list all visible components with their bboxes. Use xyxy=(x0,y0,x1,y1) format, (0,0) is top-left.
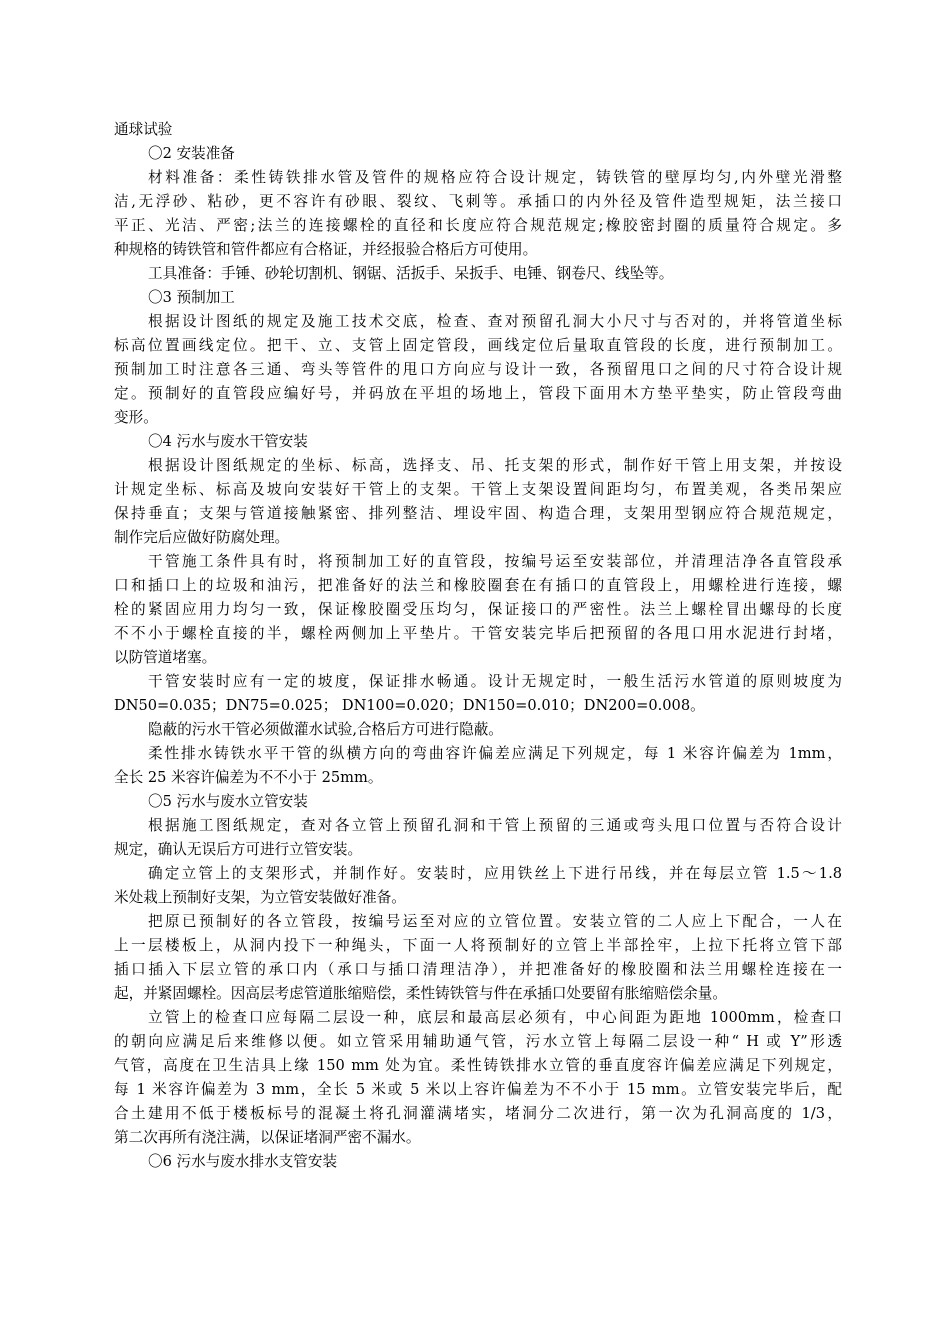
paragraph-line: 根据施工图纸规定，查对各立管上预留孔洞和干管上预留的三通或弯头甩口位置与否符合设计 xyxy=(148,817,842,834)
paragraph-line: 立管上的检查口应每隔二层设一种，底层和最高层必须有，中心间距为距地 1000mm，检查口 xyxy=(148,1009,842,1026)
paragraph-line: 第二次再所有浇注满，以保证堵洞严密不漏水。 xyxy=(114,1129,421,1146)
paragraph-line: 起，并紧固螺栓。因高层考虑管道胀缩赔偿，柔性铸铁管与件在承插口处要留有胀缩赔偿余量。 xyxy=(114,985,727,1002)
paragraph-line: 上一层楼板上，从洞内投下一种绳头，下面一人将预制好的立管上半部拴牢，上拉下托将立管下部 xyxy=(114,937,842,954)
paragraph-line: 计规定坐标、标高及坡向安装好干管上的支架。干管上支架设置间距均匀，布置美观，各类吊架应 xyxy=(114,481,842,498)
paragraph-line: DN50=0.035；DN75=0.025； DN100=0.020；DN150=0.010；DN200=0.008。 xyxy=(114,697,705,714)
paragraph-line: 干管施工条件具有时，将预制加工好的直管段，按编号运至安装部位，并清理洁净各直管段承 xyxy=(148,553,842,570)
paragraph-line: 洁,无浮砂、粘砂，更不容许有砂眼、裂纹、飞刺等。承插口的内外径及管件造型规矩，法兰接口 xyxy=(114,193,842,210)
paragraph-line: 确定立管上的支架形式，并制作好。安装时，应用铁丝上下进行吊线，并在每层立管 1.5～1.8 xyxy=(148,865,842,882)
paragraph-line: 平正、光洁、严密;法兰的连接螺栓的直径和长度应符合规范规定;橡胶密封圈的质量符合规定。多 xyxy=(114,217,842,234)
paragraph-line: 每 1 米容许偏差为 3 mm，全长 5 米或 5 米以上容许偏差为不不小于 15 mm。立管安装完毕后，配 xyxy=(114,1081,842,1098)
paragraph-line: 合土建用不低于楼板标号的混凝土将孔洞灌满堵实，堵洞分二次进行，第一次为孔洞高度的 1/3， xyxy=(114,1105,842,1122)
paragraph-line: 隐蔽的污水干管必须做灌水试验,合格后方可进行隐蔽。 xyxy=(148,721,503,738)
paragraph-line: 不不小于螺栓直接的半，螺栓两侧加上平垫片。干管安装完毕后把预留的各甩口用水泥进行封堵， xyxy=(114,625,842,642)
paragraph-line: 的朝向应满足后来维修以便。如立管采用辅助通气管，污水立管上每隔二层设一种“ H 或 Y”形透 xyxy=(114,1033,842,1050)
section-heading: 〇4 污水与废水干管安装 xyxy=(148,433,308,450)
section-heading: 〇5 污水与废水立管安装 xyxy=(148,793,308,810)
paragraph-line: 全长 25 米容许偏差为不不小于 25mm。 xyxy=(114,769,383,786)
paragraph-line: 种规格的铸铁管和管件都应有合格证，并经报验合格后方可使用。 xyxy=(114,241,538,258)
section-heading: 〇2 安装准备 xyxy=(148,145,235,162)
paragraph-line: 预制加工时注意各三通、弯头等管件的甩口方向应与设计一致，各预留甩口之间的尺寸符合设计规 xyxy=(114,361,842,378)
paragraph-line: 以防管道堵塞。 xyxy=(114,649,217,666)
section-heading: 〇3 预制加工 xyxy=(148,289,235,306)
paragraph-line: 根据设计图纸的规定及施工技术交底，检查、查对预留孔洞大小尺寸与否对的，并将管道坐标 xyxy=(148,313,842,330)
paragraph-line: 定。预制好的直管段应编好号，并码放在平坦的场地上，管段下面用木方垫平垫实，防止管段弯曲 xyxy=(114,385,842,402)
paragraph-line: 材料准备：柔性铸铁排水管及管件的规格应符合设计规定，铸铁管的壁厚均匀,内外壁光滑整 xyxy=(148,169,842,186)
paragraph-line: 根据设计图纸规定的坐标、标高，选择支、吊、托支架的形式，制作好干管上用支架，并按设 xyxy=(148,457,842,474)
paragraph-line: 制作完后应做好防腐处理。 xyxy=(114,529,290,546)
paragraph-line: 干管安装时应有一定的坡度，保证排水畅通。设计无规定时，一般生活污水管道的原则坡度为 xyxy=(148,673,842,690)
paragraph-line: 气管，高度在卫生洁具上缘 150 mm 处为宜。柔性铸铁排水立管的垂直度容许偏差应满足下列规定， xyxy=(114,1057,842,1074)
paragraph-line: 变形。 xyxy=(114,409,158,426)
paragraph-line: 把原已预制好的各立管段，按编号运至对应的立管位置。安装立管的二人应上下配合，一人在 xyxy=(148,913,842,930)
paragraph-line: 保持垂直；支架与管道接触紧密、排列整洁、埋设牢固、构造合理，支架用型钢应符合规范规定， xyxy=(114,505,842,522)
paragraph-line: 标高位置画线定位。把干、立、支管上固定管段，画线定位后量取直管段的长度，进行预制加工。 xyxy=(114,337,842,354)
paragraph-line: 米处栽上预制好支架，为立管安装做好准备。 xyxy=(114,889,406,906)
paragraph-line: 柔性排水铸铁水平干管的纵横方向的弯曲容许偏差应满足下列规定，每 1 米容许偏差为 1mm， xyxy=(148,745,842,762)
paragraph-line: 规定，确认无误后方可进行立管安装。 xyxy=(114,841,363,858)
paragraph-line: 工具准备：手锤、砂轮切割机、钢锯、活扳手、呆扳手、电锤、钢卷尺、线坠等。 xyxy=(148,265,674,282)
paragraph-line: 栓的紧固应用力均匀一致，保证橡胶圈受压均匀，保证接口的严密性。法兰上螺栓冒出螺母的长度 xyxy=(114,601,842,618)
paragraph-line: 插口插入下层立管的承口内（承口与插口清理洁净），并把准备好的橡胶圈和法兰用螺栓连接在一 xyxy=(114,961,842,978)
section-heading: 〇6 污水与废水排水支管安装 xyxy=(148,1153,338,1170)
section-heading: 通球试验 xyxy=(114,121,173,138)
paragraph-line: 口和插口上的垃圾和油污，把准备好的法兰和橡胶圈套在有插口的直管段上，用螺栓进行连接，螺 xyxy=(114,577,842,594)
